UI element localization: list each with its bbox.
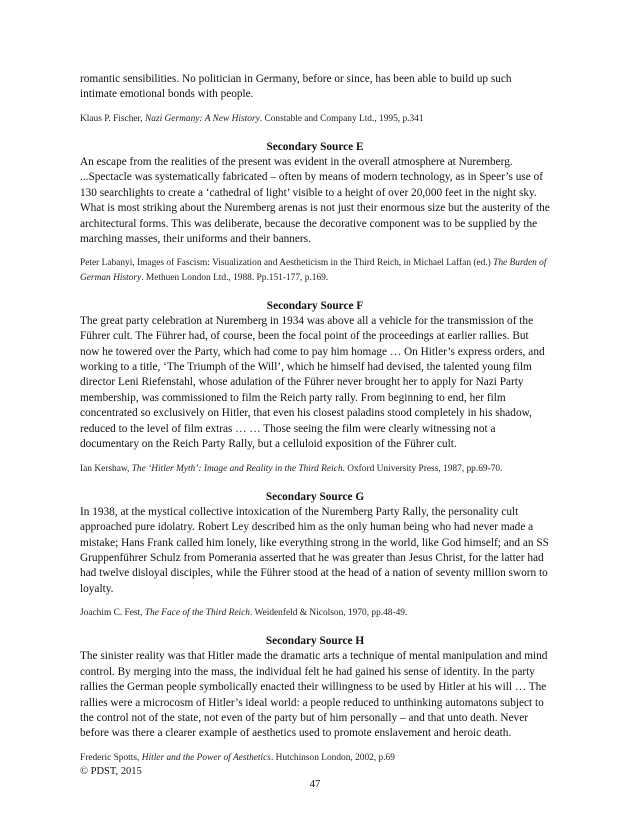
page-number: 47 [309,779,321,790]
citation-title: The Burden of German History [80,258,547,283]
citation-author: Klaus P. Fischer, [80,113,145,124]
citation-author: Frederic Spotts, [80,752,142,763]
page-footer [80,766,550,790]
intro-paragraph: romantic sensibilities. No politician in Germany, before or since, has been able to build up such intimate emotional bonds with people. [80,73,512,101]
citation-title: The ‘Hitler Myth’: Image and Reality in the Third Reich [131,463,343,474]
citation-details: . Methuen London Ltd., 1988. Pp.151-177, p.169. [141,272,329,283]
copyright-notice: © PDST, 2015 [80,766,142,777]
intro-citation [80,112,550,126]
source-h-citation [80,751,550,765]
citation-title: The Face of the Third Reich [144,608,250,619]
source-g-citation [80,606,550,620]
source-g-text: In 1938, at the mystical collective intoxication of the Nuremberg Party Rally, the personality cult approached pure idolatry. Robert Ley described him as the only human being who had never made a mistake; Hans Frank called him lonely, like everything strong in the world, like God himself; and an SS Gruppenführer Schulz from Pomerania asserted that he was greater than Jesus Christ, for the latter had had twelve disloyal disciples, while the Führer stood at the head of a nation of seventy million sworn to loyalty. [80,505,549,595]
source-h-text: The sinister reality was that Hitler made the dramatic arts a technique of mental manipulation and mind control. By merging into the mass, the individual felt he had gained his sense of identity. In the party rallies the German people symbolically enacted their willingness to be used by Hitler at his will … The rallies were a microcosm of Hitler’s ideal world: a people reduced to unthinking automatons subject to the control not of the state, not even of the party but of him personally – and that unto death. Never before was there a clearer example of aesthetics used to promote enslavement and heroic death. [80,650,548,740]
citation-title: Nazi Germany: A New History [145,113,260,124]
source-h-heading: Secondary Source H [265,635,365,648]
source-f-heading: Secondary Source F [266,299,364,312]
citation-author: Peter Labanyi, Images of Fascism: Visualization and Aestheticism in the Third Reich, in Michael Laffan (ed.) [80,258,494,269]
source-g-heading: Secondary Source G [265,490,365,503]
citation-title: Hitler and the Power of Aesthetics [141,752,271,763]
source-f-citation [80,462,550,476]
citation-author: Ian Kershaw, [80,463,132,474]
source-e-citation [80,256,550,284]
citation-details: . Constable and Company Ltd., 1995, p.341 [259,113,424,124]
source-e-text: An escape from the realities of the present was evident in the overall atmosphere at Nuremberg. ...Spectacle was systematically fabricated – often by means of modern technology, as in Speer’s use of 130 searchlights to create a ‘cathedral of light’ visible to a height of over 20,000 feet in the night sky. What is most striking about the Nuremberg arenas is not just their enormous size but the austerity of the architectural forms. This was deliberate, because the decorative component was to be supplied by the marching masses, their uniforms and their banners. [80,156,550,246]
source-f-text: The great party celebration at Nuremberg in 1934 was above all a vehicle for the transmission of the Führer cult. The Führer had, of course, been the focal point of the proceedings at earlier rallies. But now he towered over the Party, which had come to pay him homage … On Hitler’s express orders, and working to a title, ‘The Triumph of the Will’, which he himself had devised, the talented young film director Leni Riefenstahl, whose adulation of the Führer never brought her to apply for Nazi Party membership, was commissioned to film the Reich party rally. From beginning to end, her film concentrated so exclusively on Hitler, that even his closest paladins stood completely in his shadow, reduced to the level of film extras … … Those seeing the film were clearly witnessing not a documentary on the Reich Party Rally, but a celluloid exposition of the Führer cult. [80,314,545,451]
citation-details: . Oxford University Press, 1987, pp.69-70. [342,463,503,474]
citation-author: Joachim C. Fest, [80,608,145,619]
citation-details: . Hutchinson London, 2002, p.69 [270,752,395,763]
source-e-heading: Secondary Source E [266,141,364,154]
document-page [80,72,550,765]
citation-details: . Weidenfeld & Nicolson, 1970, pp.48-49. [249,608,408,619]
